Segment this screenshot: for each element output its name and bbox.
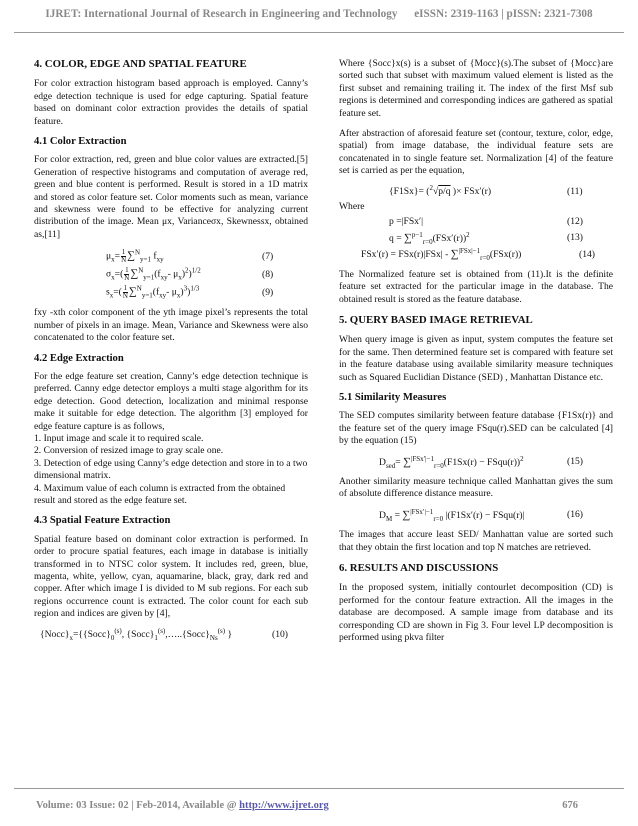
section-5-1-title: 5.1 Similarity Measures (339, 391, 447, 403)
equation-9: $s_x=$( $\frac{1}{N}$ $\sum^N_{y=1}(f_{xy}-$ $\mu_x)^3)^{1/3}$ (9) (34, 285, 308, 300)
step-3: 3. Detection of edge using Canny’s edge detection and store in to a two dimensional matrix. (34, 457, 308, 482)
running-header (14, 8, 624, 30)
section-4-para: For color extraction histogram based approach is employed. Canny’s edge detection technique is used for edge capturing. Spatial feature based on dominant color extraction provides the details of spatial feature. (34, 78, 308, 127)
step-1: 1. Input image and scale it to required scale. (34, 432, 204, 444)
eq-12-number: (12) (567, 216, 583, 228)
equation-10: $\{Nocc\}_x=\{\{Socc\}_0^{(s)}$, $\{Socc\}_1^{(s)},\dots..\{Socc\}_{Ns}^{(s)}$ } (10) (34, 629, 308, 641)
left-column (34, 58, 308, 644)
eq-9-number: (9) (262, 286, 274, 298)
section-5-1-para-3: The images that accure least SED/ Manhattan value are sorted such that they obtain the first location and top N matches are retrieved. (339, 529, 613, 553)
footer-rule (14, 788, 624, 789)
eq-11-number: (11) (567, 185, 583, 197)
section-4-2-title: 4.2 Edge Extraction (34, 352, 124, 364)
section-5-para: When query image is given as input, system computes the feature set for the same. Then determined feature set is compared with feature set in the feature database using available similarity measure techniques such as Squared Euclidian Distance (SED) , Manhattan Distance etc. (339, 334, 613, 383)
footer-volume: Volume: 03 Issue: 02 | Feb-2014, Available @ (36, 800, 240, 811)
section-4-1-para-2: fxy -xth color component of the yth image pixel’s represents the total number of pixels in an image. Mean, Variance and Skewness were also concatenated to the color feature set. (34, 307, 308, 344)
eq-13-number: (13) (567, 232, 583, 244)
equation-7: $\mu_x=$ $\frac{1}{N}$ ∑$^N_{y=1}$ $f_{xy}$ (7) (34, 249, 308, 264)
footer (36, 800, 578, 811)
equation-16: $D_M = \sum^{|FSx'|-1}_{r=0}$ |(F1Sx′(r) − FSqu(r)| (16) (339, 509, 613, 522)
issn: eISSN: 2319-1163 | pISSN: 2321-7308 (414, 8, 593, 20)
section-4-3-title: 4.3 Spatial Feature Extraction (34, 515, 171, 527)
step-2: 2. Conversion of resized image to gray scale one. (34, 445, 224, 457)
step-4: 4. Maximum value of each column is extracted from the obtained result and stored as the edge feature set. (34, 482, 286, 506)
header-rule (14, 32, 624, 33)
normalization-para: After abstraction of aforesaid feature set (contour, texture, color, edge, spatial) from image database, the individual feature sets are concatenated in to single feature set. Normalization [4] of the feature set is carried as per the equation, (339, 128, 613, 177)
eq-14-number: (14) (579, 248, 595, 260)
section-5-title: 5. QUERY BASED IMAGE RETRIEVAL (339, 313, 533, 326)
normalized-para: The Normalized feature set is obtained from (11).It is the definite feature set extracted for the particular image in the database. The obtained result is stored as the feature database. (339, 268, 613, 305)
equation-8: $\sigma_x=$( $\frac{1}{N}$ $\sum^N_{y=1}(f_{xy}-$ $\mu_x)^2)^{1/2}$ (8) (34, 267, 308, 282)
eq-10-number: (10) (272, 628, 288, 640)
section-5-1-para: The SED computes similarity between feature database {F1Sx(r)} and the feature set of the query image FSqu(r).SED can be calculated [4] by the equation (15) (339, 410, 613, 447)
edge-steps-list (34, 433, 308, 507)
journal-name: IJRET: International Journal of Research in Engineering and Technology (45, 8, 398, 20)
section-4-3-para: Spatial feature based on dominant color extraction is performed. In order to procure spatial features, each image in database is initially transformed in to NTSC color system. It includes red, green, blue, magenta, white, yellow, cyan, aquamarine, black, gray, dark red and copper. After which image I is divided to M sub regions. For each sub regions occurrence count is extracted. The color count for each sub region and indices are given by [4], (34, 533, 308, 620)
section-4-1-title: 4.1 Color Extraction (34, 136, 127, 148)
section-4-2-para: For the edge feature set creation, Canny’s edge detection technique is preferred. Canny edge detector employs a multi stage algorithm for its edge detection. Good detection, localization and minimal response make it suitable for edge detection. The algorithm [3] employed for edge feature capture is as follows, (34, 370, 308, 432)
page-number: 676 (562, 800, 578, 811)
equation-13: $q = \sum^{p-1}_{r=0}(FSx'(r))^2$ (13) (339, 232, 613, 245)
eq-8-number: (8) (262, 268, 274, 280)
section-5-1-para-2: Another similarity measure technique called Manhattan gives the sum of absolute difference distance measure. (339, 475, 613, 500)
eq-15-number: (15) (567, 456, 583, 468)
equation-12: p =|FSx′| (12) (339, 216, 613, 228)
eq-16-number: (16) (567, 509, 583, 521)
equation-11: {F1Sx}= ($^2$√p/q )× FSx′(r) (11) (339, 186, 613, 198)
section-6-title: 6. RESULTS AND DISCUSSIONS (339, 562, 499, 574)
where-para: Where {Socc}x(s) is a subset of {Mocc}(s).The subset of {Mocc}are sorted such that subset with maximum valued element is listed as the first subset and remaining trailing it. The index of the first Msf sub regions is determined and corresponding indices are gathered as spatial feature set. (339, 58, 613, 119)
right-column (339, 58, 613, 652)
section-4-1-para: For color extraction, red, green and blue color values are extracted.[5] Generation of respective histograms and computation of average red, green and blue content is performed. Result is stored in a 1D matrix and stored as color feature set. Color moments such as mean, variance and skewness were found to be effective for analyzing current distribution of the image. Mean μx, Varianceσx, Skewnessx, obtained as,[11] (34, 154, 308, 240)
where-label: Where (339, 201, 365, 213)
equation-14: FSx′(r) = FSx(r)|FSx| - ∑$^{|FSx|-1}_{r=0}$(FSx(r)) (14) (339, 248, 613, 261)
eq-7-number: (7) (262, 250, 274, 262)
section-6-para: In the proposed system, initially contourlet decomposition (CD) is performed for the contour feature extraction. All the images in the database are decomposed. A sample image from database and its corresponding CD are shown in Fig 3. Four level LP decomposition is performed using pkva filter (339, 582, 613, 644)
journal-link[interactable]: http://www.ijret.org (239, 800, 329, 811)
section-4-title: 4. COLOR, EDGE AND SPATIAL FEATURE (34, 58, 247, 70)
equation-15: $D_{sed}= \sum^{|FSx'|-1}_{r=0}(F1Sx(r)$ − FSqu(r))$^2$ (15) (339, 456, 613, 469)
